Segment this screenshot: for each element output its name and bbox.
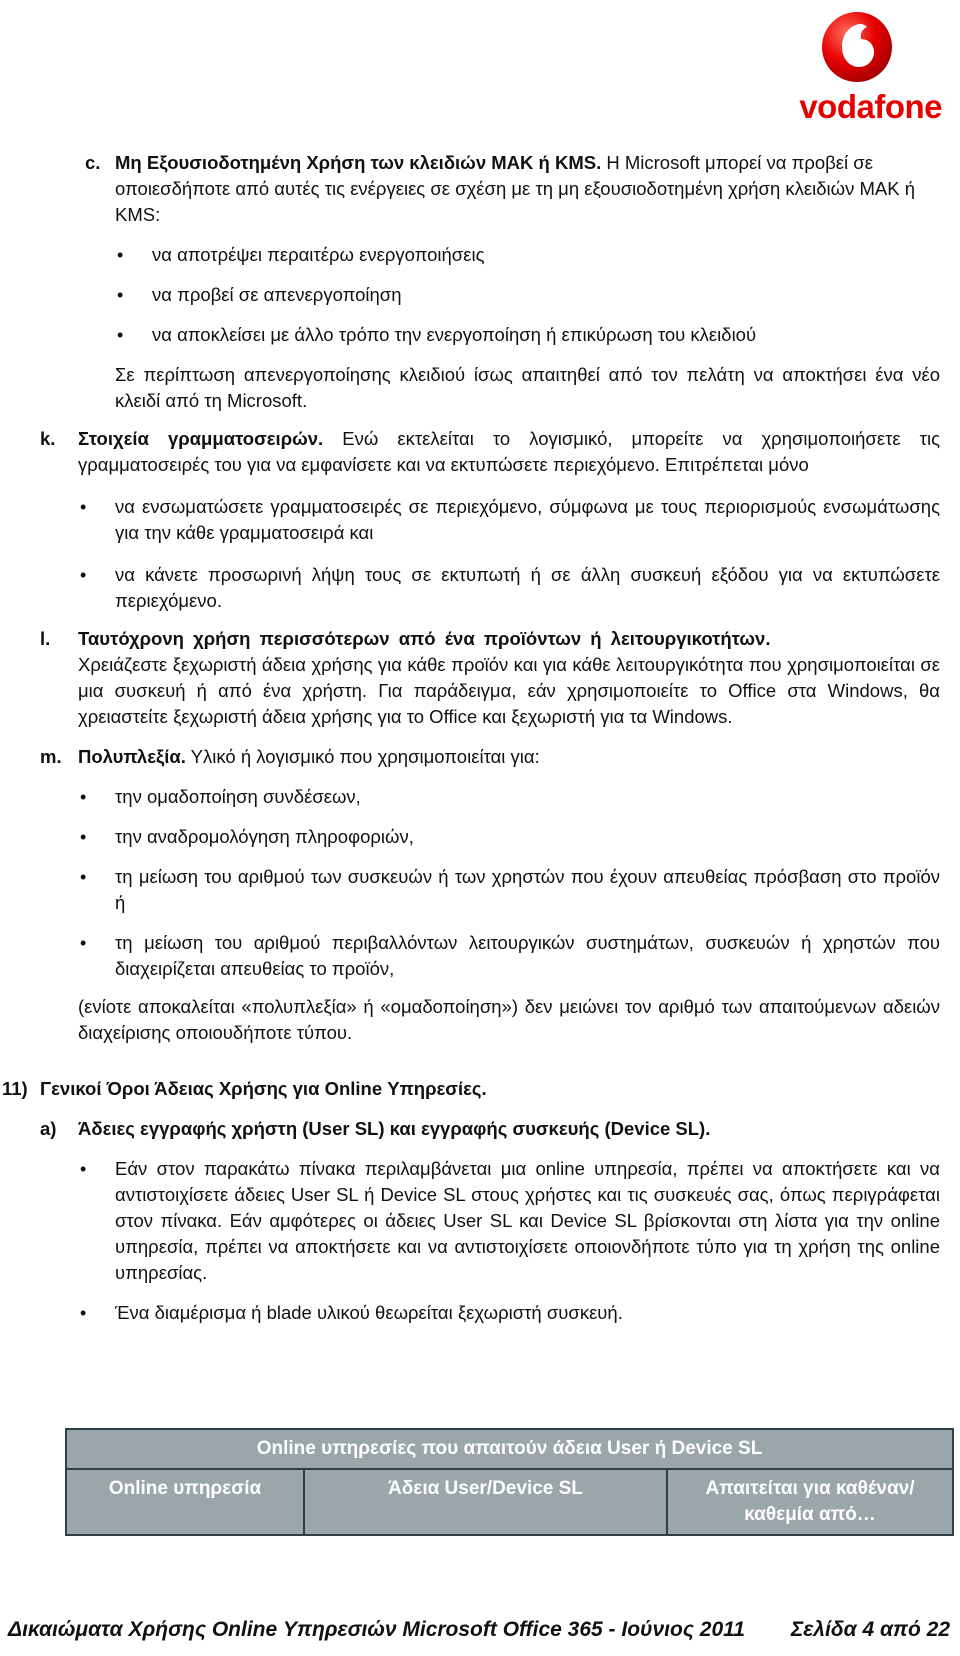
vodafone-wordmark: vodafone <box>799 88 942 125</box>
bullet-icon: • <box>80 827 87 847</box>
bullet-item <box>80 784 940 810</box>
bullet-icon: • <box>80 867 87 887</box>
bullet-item <box>80 930 940 982</box>
section-title: Ταυτόχρονη χρήση περισσότερων από ένα προϊόντων ή λειτουργικοτήτων. <box>78 628 771 649</box>
bullet-text: την ομαδοποίηση συνδέσεων, <box>115 786 361 807</box>
table-header-cell: Απαιτείται για καθέναν/καθεμία από… <box>667 1469 953 1535</box>
bullet-item <box>80 562 940 614</box>
section-title: Γενικοί Όροι Άδειας Χρήσης για Online Υπηρεσίες. <box>40 1078 487 1099</box>
bullet-icon: • <box>117 245 124 265</box>
bullet-icon: • <box>117 325 124 345</box>
section-label: l. <box>40 628 51 649</box>
section-text: Χρειάζεστε ξεχωριστή άδεια χρήσης για κάθε προϊόν και για κάθε λειτουργικότητα που χρησιμοποιείται σε μια συσκευή ή από ένα χρήστη. Για παράδειγμα, εάν χρησιμοποιείτε το Office στα Windows, θα χρειαστείτε ξεχωριστή άδεια χρήσης για το Office και ξεχωριστή για τα Windows. <box>78 654 940 727</box>
section-k <box>40 426 940 478</box>
section-label: 11) <box>2 1078 28 1099</box>
subsection-a <box>40 1116 940 1142</box>
bullet-icon: • <box>80 1303 87 1323</box>
bullet-icon: • <box>80 565 87 585</box>
section-title: Στοιχεία γραμματοσειρών. <box>78 428 324 449</box>
section-c <box>85 150 940 228</box>
section-title: Μη Εξουσιοδοτημένη Χρήση των κλειδιών MAK ή KMS. <box>115 152 602 173</box>
bullet-icon: • <box>80 1159 87 1179</box>
bullet-text: τη μείωση του αριθμού των συσκευών ή των χρηστών που έχουν απευθείας πρόσβαση στο προϊόν ή <box>115 866 940 913</box>
section-label: k. <box>40 428 56 449</box>
bullet-item <box>80 824 940 850</box>
bullet-text: τη μείωση του αριθμού περιβαλλόντων λειτουργικών συστημάτων, συσκευών ή χρηστών που διαχειρίζεται απευθείας το προϊόν, <box>115 932 940 979</box>
bullet-item <box>117 322 940 348</box>
section-text: Η Microsoft μπορεί να προβεί σε οποιεσδήποτε από αυτές τις ενέργειες σε σχέση με τη μη εξουσιοδοτημένη χρήση κλειδιών MAK ή KMS: <box>115 152 916 225</box>
bullet-text: να αποκλείσει με άλλο τρόπο την ενεργοποίηση ή επικύρωση του κλειδιού <box>152 324 757 345</box>
section-label: c. <box>85 152 101 173</box>
bullet-item <box>80 1156 940 1286</box>
bullet-text: να ενσωματώσετε γραμματοσειρές σε περιεχόμενο, σύμφωνα με τους περιορισμούς ενσωμάτωσης για την κάθε γραμματοσειρά και <box>115 496 940 543</box>
bullet-text: να αποτρέψει περαιτέρω ενεργοποιήσεις <box>152 244 485 265</box>
bullet-item <box>117 242 940 268</box>
paragraph: Σε περίπτωση απενεργοποίησης κλειδιού ίσως απαιτηθεί από τον πελάτη να αποκτήσει ένα νέο κλειδί από τη Microsoft. <box>115 364 940 411</box>
table-title: Online υπηρεσίες που απαιτούν άδεια User ή Device SL <box>66 1429 953 1469</box>
bullet-icon: • <box>80 933 87 953</box>
bullet-text: Ένα διαμέρισμα ή blade υλικού θεωρείται ξεχωριστή συσκευή. <box>115 1302 623 1323</box>
table-title-row <box>66 1429 953 1469</box>
bullet-text: την αναδρομολόγηση πληροφοριών, <box>115 826 414 847</box>
vodafone-speechmark-icon <box>820 10 894 84</box>
section-title: Πολυπλεξία. <box>78 746 186 767</box>
bullet-icon: • <box>80 787 87 807</box>
subsection-title: Άδειες εγγραφής χρήστη (User SL) και εγγραφής συσκευής (Device SL). <box>78 1118 711 1139</box>
bullet-icon: • <box>117 285 124 305</box>
bullet-text: Εάν στον παρακάτω πίνακα περιλαμβάνεται μια online υπηρεσία, πρέπει να αποκτήσετε και να αντιστοιχίσετε άδειες User SL ή Device SL στους χρήστες και τις συσκευές σας, όπως περιγράφεται στον πίνακα. Εάν αμφότερες οι άδειες User SL και Device SL βρίσκονται στη λίστα για την online υπηρεσία, πρέπει να αποκτήσετε και να αντιστοιχίσετε οποιονδήποτε τύπο για τη χρήση της online υπηρεσίας. <box>115 1158 940 1283</box>
bullet-text: να κάνετε προσωρινή λήψη τους σε εκτυπωτή ή σε άλλη συσκευή εξόδου για να εκτυπώσετε περιεχόμενο. <box>115 564 940 611</box>
section-m <box>40 744 940 770</box>
bullet-item <box>80 494 940 546</box>
footer-title: Δικαιώματα Χρήσης Online Υπηρεσιών Microsoft Office 365 - Ιούνιος 2011 <box>8 1618 745 1641</box>
document-body <box>0 150 960 1326</box>
section-label: m. <box>40 746 62 767</box>
bullet-icon: • <box>80 497 87 517</box>
subsection-label: a) <box>40 1118 57 1139</box>
page-number: Σελίδα 4 από 22 <box>790 1618 950 1641</box>
online-services-table <box>65 1428 954 1536</box>
section-paragraph <box>78 744 940 770</box>
vodafone-logo <box>772 10 942 125</box>
section-11 <box>2 1076 940 1102</box>
bullet-item <box>80 864 940 916</box>
table-header-cell: Online υπηρεσία <box>66 1469 304 1535</box>
table-header-cell: Άδεια User/Device SL <box>304 1469 667 1535</box>
section-paragraph <box>115 150 940 228</box>
bullet-text: να προβεί σε απενεργοποίηση <box>152 284 402 305</box>
section-paragraph <box>78 426 940 478</box>
section-l <box>40 626 940 730</box>
bullet-item <box>117 282 940 308</box>
section-text: Ενώ εκτελείται το λογισμικό, μπορείτε να χρησιμοποιήσετε τις γραμματοσειρές του για να εμφανίσετε και να εκτυπώσετε περιεχόμενο. Επιτρέπεται μόνο <box>78 428 940 475</box>
bullet-item <box>80 1300 940 1326</box>
paragraph: (ενίοτε αποκαλείται «πολυπλεξία» ή «ομαδοποίηση») δεν μειώνει τον αριθμό των απαιτούμενων αδειών διαχείρισης οποιουδήποτε τύπου. <box>78 996 940 1043</box>
section-text: Υλικό ή λογισμικό που χρησιμοποιείται για: <box>185 746 540 767</box>
table-header-row <box>66 1469 953 1535</box>
